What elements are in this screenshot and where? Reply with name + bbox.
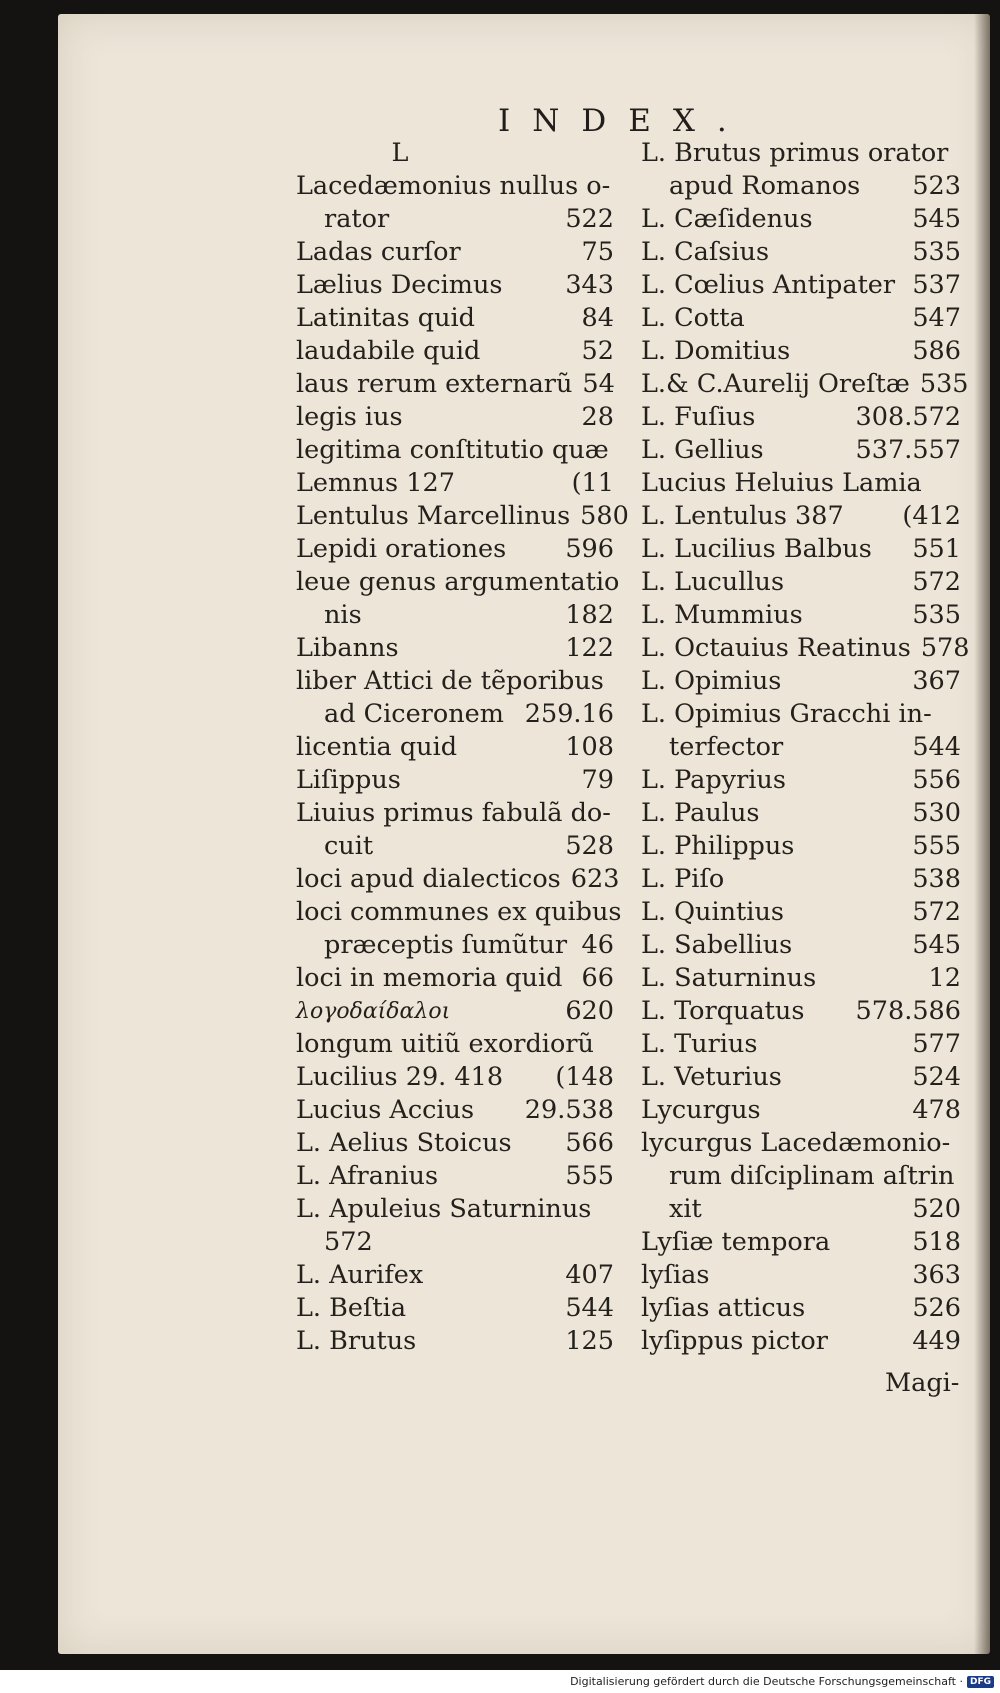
index-entry — [641, 533, 961, 566]
index-entry-page: 84 — [581, 303, 614, 333]
index-entry — [296, 632, 614, 665]
index-entry — [641, 137, 961, 170]
index-entry-text: præceptis ſumũtur — [324, 930, 568, 960]
index-entry-text: ad Ciceronem — [324, 699, 504, 729]
index-entry — [641, 896, 961, 929]
index-entry-page: 586 — [912, 336, 961, 366]
index-entry-page: 547 — [912, 303, 961, 333]
index-entry — [296, 830, 614, 863]
index-entry — [641, 1028, 961, 1061]
index-entry — [641, 632, 970, 665]
index-entry-text: Lyſiæ tempora — [641, 1227, 831, 1257]
index-entry-page — [604, 1028, 614, 1061]
index-entry — [296, 137, 614, 170]
index-entry-text: Libanns — [296, 633, 399, 663]
index-entry-page: 12 — [928, 963, 961, 993]
index-entry — [641, 599, 961, 632]
index-entry — [641, 863, 961, 896]
index-entry-text: leue genus argumentatio — [296, 567, 620, 597]
index-entry — [296, 731, 614, 764]
index-entry-page: 478 — [912, 1095, 961, 1125]
index-entry — [641, 797, 961, 830]
index-entry — [296, 764, 614, 797]
index-entry-text: Lælius Decimus — [296, 270, 503, 300]
index-entry — [641, 269, 961, 302]
index-entry — [296, 995, 614, 1028]
index-entry-page: 28 — [581, 402, 614, 432]
index-entry-text: L. Papyrius — [641, 765, 786, 795]
index-entry-page: 46 — [581, 930, 614, 960]
index-entry — [641, 1127, 961, 1160]
index-entry-text: L. Afranius — [296, 1161, 439, 1191]
index-entry-text: L. Fuſius — [641, 402, 756, 432]
index-entry-text: Lucilius 29. 418 — [296, 1062, 504, 1092]
index-entry — [296, 401, 614, 434]
index-entry-text: L. Mummius — [641, 600, 803, 630]
index-entry-text: L. Veturius — [641, 1062, 782, 1092]
index-entry-text: L. Lucilius Balbus — [641, 534, 872, 564]
index-entry — [641, 995, 961, 1028]
footer-credit: Digitalisierung gefördert durch die Deutsche Forschungsgemeinschaft · — [570, 1675, 963, 1688]
index-entry-text: Lycurgus — [641, 1095, 761, 1125]
index-entry — [296, 335, 614, 368]
index-entry — [296, 533, 614, 566]
index-entry — [641, 830, 961, 863]
index-entry-page: 518 — [912, 1227, 961, 1257]
index-entry — [641, 302, 961, 335]
index-entry-page — [619, 566, 629, 599]
index-entry — [296, 170, 614, 203]
index-entry-text: Lepidi orationes — [296, 534, 507, 564]
index-entry-text: longum uitiũ exordiorũ — [296, 1029, 594, 1059]
index-entry-text: L. Quintius — [641, 897, 784, 927]
index-entry-text: lycurgus Lacedæmonio- — [641, 1128, 951, 1158]
dfg-logo-icon: DFG — [967, 1676, 994, 1688]
index-entry-page: 363 — [912, 1260, 961, 1290]
index-entry-page: 66 — [581, 963, 614, 993]
index-entry-page: 544 — [912, 732, 961, 762]
index-entry-text: Lacedæmonius nullus o- — [296, 171, 611, 201]
index-entry — [641, 1193, 961, 1226]
index-entry-page: 572 — [912, 897, 961, 927]
index-entry-page: 407 — [565, 1260, 614, 1290]
index-entry — [641, 698, 961, 731]
index-entry — [641, 1259, 961, 1292]
index-entry-text: L. Octauius Reatinus — [641, 633, 911, 663]
index-entry-page: 572 — [912, 567, 961, 597]
page-gutter-shadow — [974, 14, 990, 1654]
index-entry-text: rum diſciplinam aſtrin — [669, 1161, 955, 1191]
index-entry-page: 182 — [565, 600, 614, 630]
index-entry-page: 555 — [565, 1161, 614, 1191]
index-entry-page: 535 — [912, 600, 961, 630]
index-entry-text: cuit — [324, 831, 374, 861]
index-entry — [641, 1094, 961, 1127]
index-entry — [296, 203, 614, 236]
index-entry — [296, 665, 614, 698]
index-entry — [641, 335, 961, 368]
index-entry-page: 520 — [912, 1194, 961, 1224]
index-entry-text: Latinitas quid — [296, 303, 475, 333]
index-entry-page: 367 — [912, 666, 961, 696]
index-entry-text: L. Cotta — [641, 303, 745, 333]
index-entry — [296, 236, 614, 269]
index-entry-page: (11 — [571, 468, 614, 498]
index-entry-text: liber Attici de tẽporibus — [296, 666, 604, 696]
index-entry-page: 522 — [565, 204, 614, 234]
index-entry-text: L. Beſtia — [296, 1293, 407, 1323]
index-entry — [296, 467, 614, 500]
index-entry-page: 125 — [565, 1326, 614, 1356]
index-entry-text: L. Paulus — [641, 798, 760, 828]
index-entry-text: Ladas curſor — [296, 237, 461, 267]
index-entry-page: 75 — [581, 237, 614, 267]
index-entry-page: 578 — [920, 633, 970, 663]
index-entry-page: 544 — [565, 1293, 614, 1323]
index-entry-text: rator — [324, 204, 390, 234]
index-entry — [296, 1127, 614, 1160]
index-entry-text: loci in memoria quid — [296, 963, 563, 993]
index-entry-text: licentia quid — [296, 732, 458, 762]
index-entry-page — [604, 1226, 614, 1259]
index-entry-text: Lucius Accius — [296, 1095, 475, 1125]
index-entry-page: 79 — [581, 765, 614, 795]
index-entry-text: legis ius — [296, 402, 403, 432]
index-entry-page: 538 — [912, 864, 961, 894]
index-entry — [296, 368, 614, 401]
index-entry-page: 528 — [565, 831, 614, 861]
index-entry-page: 524 — [912, 1062, 961, 1092]
index-entry-page — [609, 434, 619, 467]
index-entry-page: 449 — [912, 1326, 961, 1356]
index-entry-text: L. Turius — [641, 1029, 758, 1059]
index-entry-text: L. Torquatus — [641, 996, 805, 1026]
index-entry-text: L. Sabellius — [641, 930, 793, 960]
index-entry-text: L. Cæſidenus — [641, 204, 813, 234]
index-entry — [641, 665, 961, 698]
index-entry — [641, 1292, 961, 1325]
index-entry-text: L. Gellius — [641, 435, 764, 465]
index-entry-text: lyſias — [641, 1260, 710, 1290]
index-entry-text: terfector — [669, 732, 784, 762]
index-entry-page: 577 — [912, 1029, 961, 1059]
index-entry — [641, 368, 969, 401]
index-entry-page: 620 — [565, 996, 614, 1026]
index-entry — [296, 1193, 614, 1226]
index-entry-text: L. Caſsius — [641, 237, 770, 267]
index-entry-page — [951, 1127, 961, 1160]
index-entry — [296, 1028, 614, 1061]
index-entry-page — [622, 896, 632, 929]
index-entry — [296, 1061, 614, 1094]
index-entry-page — [604, 1193, 614, 1226]
index-entry-page: 530 — [912, 798, 961, 828]
index-entry — [641, 434, 961, 467]
index-entry — [296, 797, 614, 830]
index-entry-page: 580 — [580, 501, 629, 531]
index-entry-page: 108 — [565, 732, 614, 762]
index-entry-page — [951, 137, 961, 170]
index-entry-text: L. Piſo — [641, 864, 725, 894]
index-entry-page: 556 — [912, 765, 961, 795]
index-entry-page: 535 — [912, 237, 961, 267]
index-entry-text: loci communes ex quibus — [296, 897, 622, 927]
index-entry-text: L. Philippus — [641, 831, 795, 861]
index-entry-text: laudabile quid — [296, 336, 481, 366]
index-entry-text: L — [391, 138, 409, 168]
index-entry — [641, 731, 961, 764]
index-entry-page: 122 — [565, 633, 614, 663]
index-entry-text: L.& C.Aurelij Oreſtæ — [641, 369, 910, 399]
index-entry-text: L. Lucullus — [641, 567, 785, 597]
index-entry-text: laus rerum externarũ — [296, 369, 573, 399]
index-entry-page: 54 — [582, 369, 615, 399]
index-entry-text: L. Cœlius Antipater — [641, 270, 896, 300]
index-entry-text: L. Domitius — [641, 336, 791, 366]
index-entry-page: 566 — [565, 1128, 614, 1158]
index-entry-page — [611, 797, 621, 830]
index-entry — [641, 170, 961, 203]
index-entry — [641, 929, 961, 962]
index-entry-page: 545 — [912, 204, 961, 234]
index-entry — [296, 929, 614, 962]
index-entry-page: 551 — [912, 534, 961, 564]
index-entry-page: 343 — [565, 270, 614, 300]
index-entry-text: λογοδαίδαλοι — [296, 999, 451, 1024]
index-column-left — [296, 137, 629, 1358]
index-entry-page: 537.557 — [855, 435, 961, 465]
index-entry-page: 537 — [912, 270, 961, 300]
index-entry-text: L. Aurifex — [296, 1260, 424, 1290]
index-entry-text: legitima conſtitutio quæ — [296, 435, 609, 465]
index-entry-text: Lemnus 127 — [296, 468, 455, 498]
index-entry — [641, 962, 961, 995]
index-entry-text: Liuius primus fabulã do- — [296, 798, 611, 828]
index-entry-page: 555 — [912, 831, 961, 861]
index-entry-page — [951, 467, 961, 500]
index-entry-text: Liſippus — [296, 765, 401, 795]
index-entry — [641, 1226, 961, 1259]
index-entry-text: Lucius Heluius Lamia — [641, 468, 922, 498]
page-title: INDEX. — [498, 103, 749, 139]
index-entry-text: L. Opimius — [641, 666, 782, 696]
index-entry-text: L. Saturninus — [641, 963, 817, 993]
index-entry — [296, 863, 620, 896]
index-entry-page: 578.586 — [855, 996, 961, 1026]
catchword: Magi- — [885, 1368, 960, 1398]
digitization-footer — [0, 1670, 1000, 1693]
index-entry-text: apud Romanos — [669, 171, 861, 201]
index-entry-page: (148 — [555, 1062, 614, 1092]
index-entry-text: L. Brutus primus orator — [641, 138, 949, 168]
index-entry-text: lyſippus pictor — [641, 1326, 828, 1356]
index-entry — [296, 599, 614, 632]
index-entry — [296, 500, 629, 533]
index-entry-text: L. Apuleius Saturninus — [296, 1194, 592, 1224]
index-entry-page: 29.538 — [524, 1095, 614, 1125]
index-entry — [641, 203, 961, 236]
index-entry-page — [951, 698, 961, 731]
index-entry-text: loci apud dialecticos — [296, 864, 561, 894]
index-entry — [641, 1325, 961, 1358]
index-entry-text: xit — [669, 1194, 702, 1224]
index-entry — [641, 1061, 961, 1094]
index-entry — [296, 1292, 614, 1325]
index-entry — [641, 236, 961, 269]
index-entry — [296, 434, 614, 467]
index-entry-page: 535 — [919, 369, 969, 399]
index-entry — [296, 1325, 614, 1358]
index-entry-page — [604, 665, 614, 698]
index-entry-page — [610, 170, 620, 203]
index-entry — [641, 1160, 961, 1193]
index-entry — [296, 302, 614, 335]
index-entry — [296, 1226, 614, 1259]
index-entry-text: L. Brutus — [296, 1326, 417, 1356]
index-entry-text: L. Lentulus 387 — [641, 501, 844, 531]
index-entry — [296, 566, 620, 599]
index-entry — [641, 467, 961, 500]
index-entry — [641, 401, 961, 434]
index-entry — [296, 896, 622, 929]
index-entry — [296, 1259, 614, 1292]
index-entry-page: 523 — [912, 171, 961, 201]
index-entry — [296, 698, 614, 731]
index-entry — [296, 1094, 614, 1127]
index-entry-text: 572 — [324, 1227, 373, 1257]
index-entry-page: 308.572 — [855, 402, 961, 432]
index-entry-page: 526 — [912, 1293, 961, 1323]
index-entry-text: L. Aelius Stoicus — [296, 1128, 512, 1158]
index-entry-page: 545 — [912, 930, 961, 960]
index-entry-page — [954, 1160, 964, 1193]
index-entry-text: lyſias atticus — [641, 1293, 806, 1323]
index-entry-page: 259.16 — [524, 699, 614, 729]
index-entry-page: 623 — [570, 864, 620, 894]
index-entry — [641, 566, 961, 599]
index-entry-text: L. Opimius Gracchi in- — [641, 699, 932, 729]
index-column-right — [641, 137, 970, 1358]
index-entry — [296, 1160, 614, 1193]
index-entry-page: (412 — [902, 501, 961, 531]
index-entry-text: Lentulus Marcellinus — [296, 501, 571, 531]
index-entry-page: 52 — [581, 336, 614, 366]
index-entry-text: nis — [324, 600, 362, 630]
index-entry — [296, 269, 614, 302]
index-entry-page: 596 — [565, 534, 614, 564]
index-entry — [296, 962, 614, 995]
index-entry — [641, 500, 961, 533]
index-entry — [641, 764, 961, 797]
